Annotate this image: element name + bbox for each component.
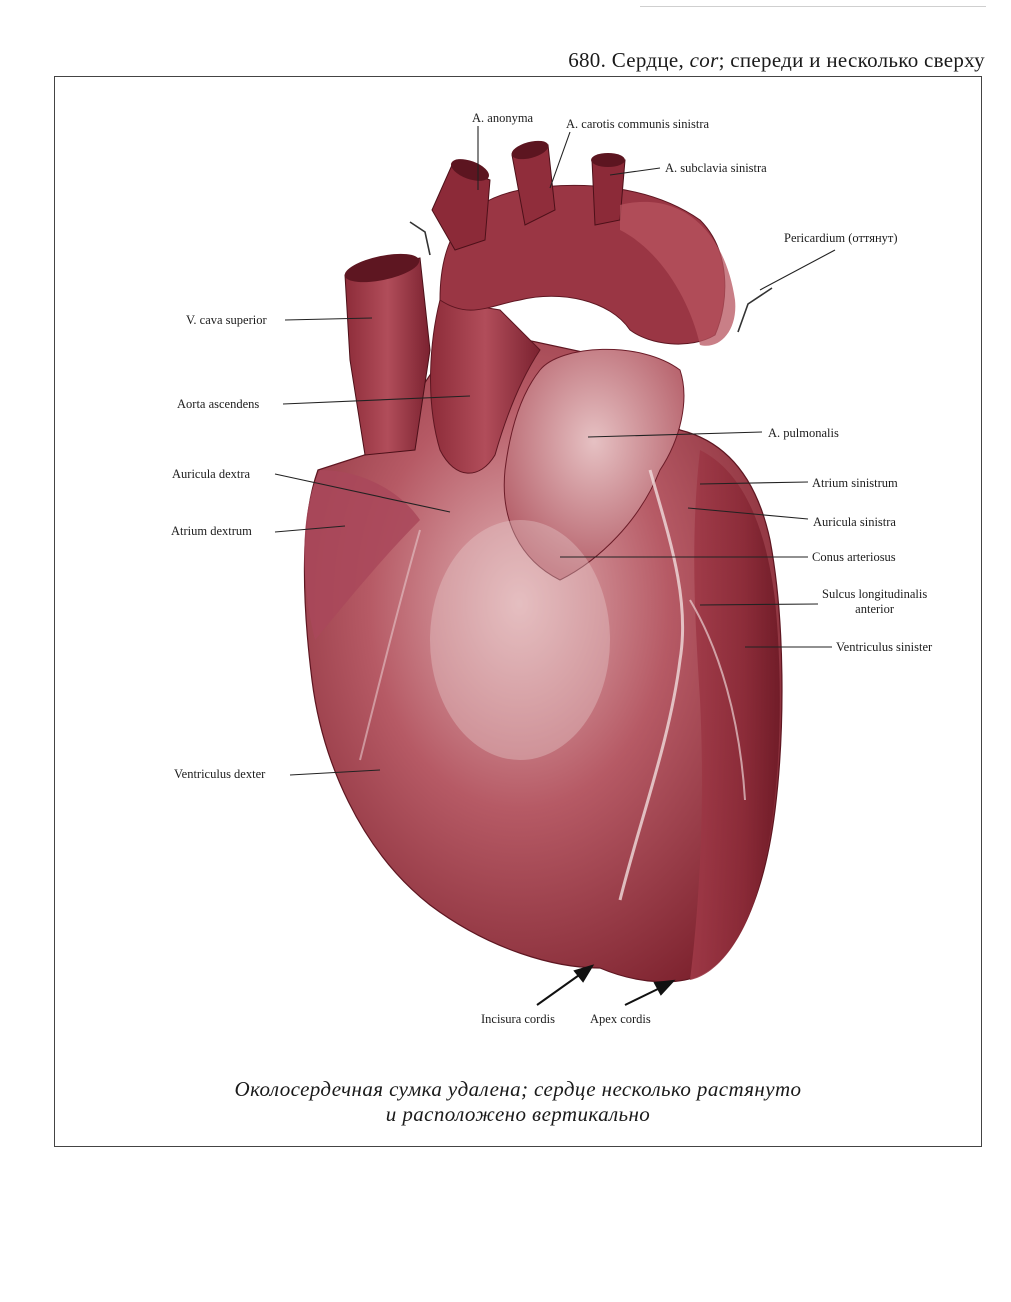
label-conus: Conus arteriosus	[812, 550, 896, 564]
label-ventriculus-sinister: Ventriculus sinister	[836, 640, 933, 654]
label-auricula-dextra: Auricula dextra	[172, 467, 251, 481]
caption-line1: Околосердечная сумка удалена; сердце несколько растянуто	[234, 1077, 802, 1101]
label-sulcus-line1: Sulcus longitudinalis	[822, 587, 928, 601]
label-aorta: Aorta ascendens	[177, 397, 260, 411]
label-a-pulmonalis: A. pulmonalis	[768, 426, 839, 440]
hook-right	[738, 288, 772, 332]
page-title: 680. Сердце, cor; спереди и несколько сверху	[568, 48, 985, 72]
caption-line2: и расположено вертикально	[385, 1102, 651, 1126]
label-incisura: Incisura cordis	[481, 1012, 555, 1026]
label-apex: Apex cordis	[590, 1012, 651, 1026]
label-a-subclavia: A. subclavia sinistra	[665, 161, 767, 175]
label-auricula-sinistra: Auricula sinistra	[813, 515, 896, 529]
figure-caption	[54, 1077, 982, 1127]
label-ventriculus-dexter: Ventriculus dexter	[174, 767, 266, 781]
label-sulcus	[822, 587, 927, 617]
highlight-center	[430, 520, 610, 760]
superior-vena-cava	[345, 258, 430, 455]
label-pericardium: Pericardium (оттянут)	[784, 231, 898, 245]
hook-left	[410, 222, 430, 255]
label-atrium-sinistrum: Atrium sinistrum	[812, 476, 898, 490]
label-v-cava: V. cava superior	[186, 313, 267, 327]
label-sulcus-line2: anterior	[855, 602, 895, 616]
label-a-carotis: A. carotis communis sinistra	[566, 117, 710, 131]
label-atrium-dextrum: Atrium dextrum	[171, 524, 252, 538]
left-subclavian-lumen	[591, 153, 625, 167]
label-a-anonyma: A. anonyma	[472, 111, 534, 125]
